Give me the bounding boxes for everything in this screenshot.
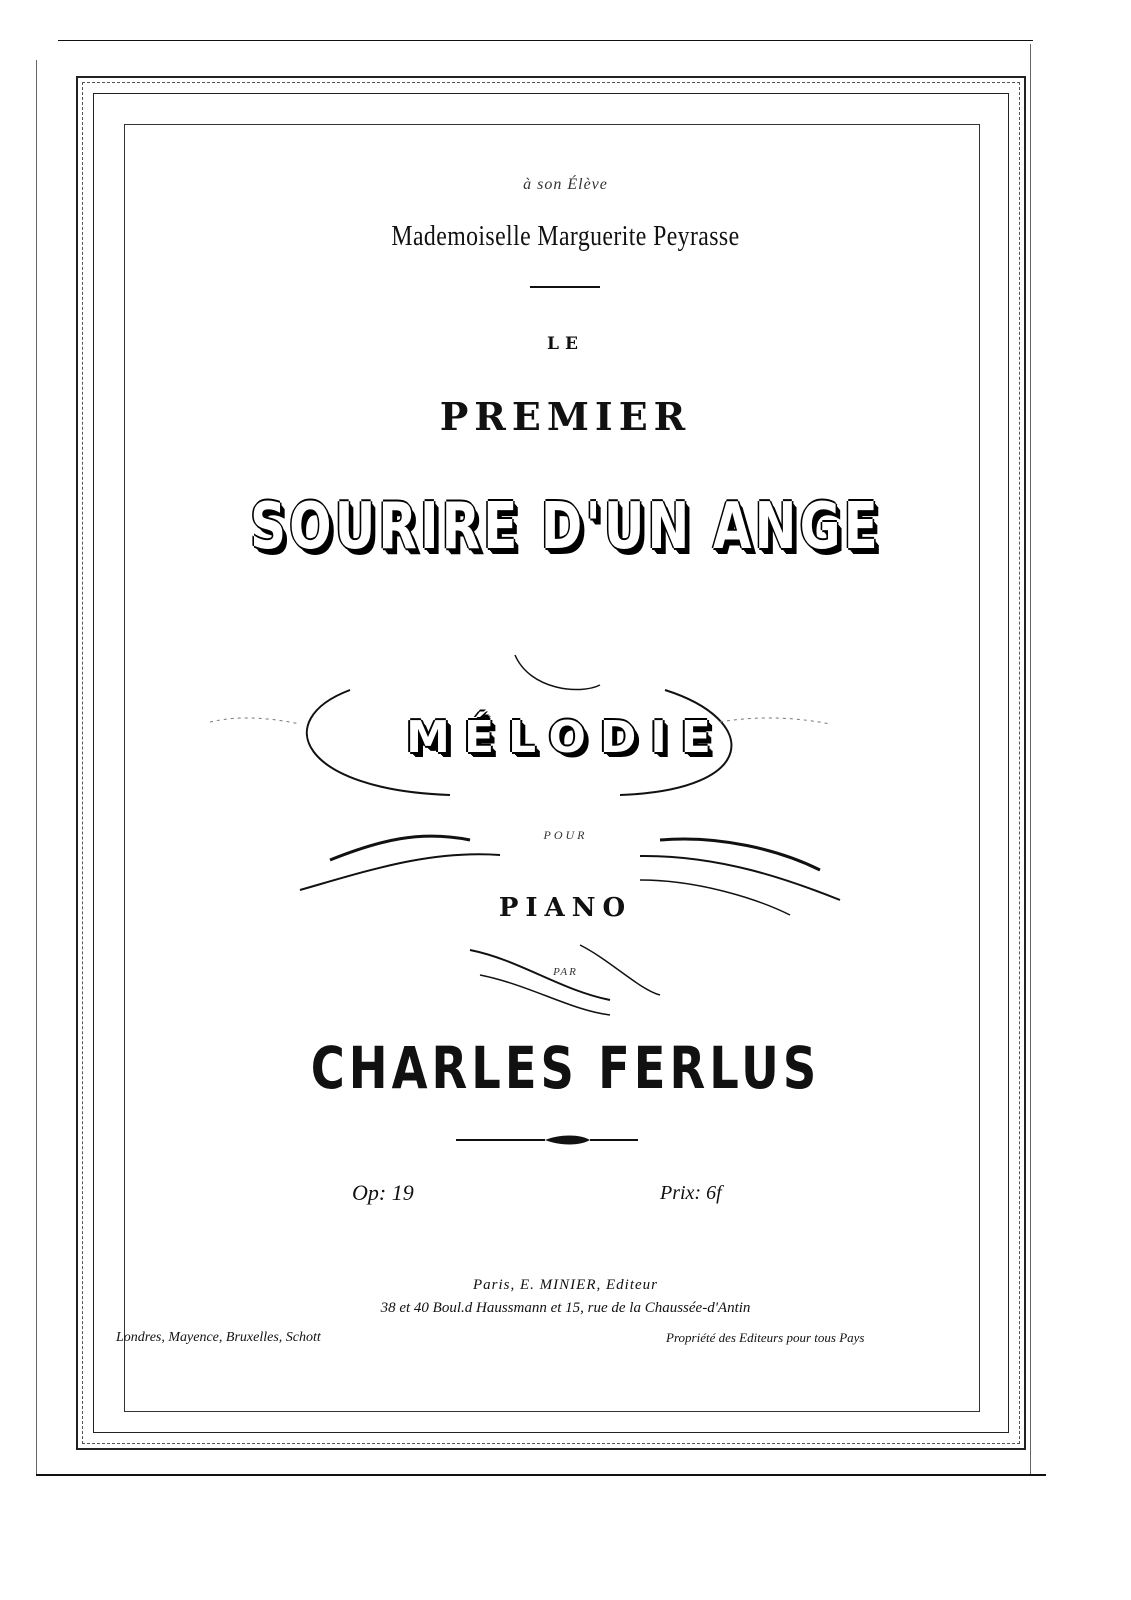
title-main: SOURIRE D'UN ANGE	[250, 490, 881, 564]
genre-melodie: MÉLODIE	[406, 712, 725, 763]
dedicatee-name: Mademoiselle Marguerite Peyrasse	[391, 220, 740, 252]
rights-notice: Propriété des Editeurs pour tous Pays	[666, 1330, 865, 1345]
wave-right-1	[660, 839, 820, 870]
flourish-top-left	[515, 655, 600, 690]
genre-instrument: PIANO	[498, 893, 633, 923]
title-article: LE	[547, 334, 584, 354]
title-premier: PREMIER	[439, 394, 692, 439]
genre-pour: POUR	[543, 828, 588, 842]
dedication-line: à son Élève	[523, 176, 608, 193]
foreign-publishers: Londres, Mayence, Bruxelles, Schott	[116, 1330, 321, 1345]
publisher-address: 38 et 40 Boul.d Haussmann et 15, rue de la Chaussée-d'Antin	[380, 1300, 751, 1316]
price-label: Prix: 6f	[660, 1182, 722, 1204]
composer-rule-center	[545, 1136, 590, 1145]
publisher-line: Paris, E. MINIER, Editeur	[473, 1277, 658, 1293]
genre-par: PAR	[553, 966, 578, 978]
opus-number: Op: 19	[352, 1180, 414, 1205]
composer-name: CHARLES FERLUS	[310, 1034, 821, 1102]
